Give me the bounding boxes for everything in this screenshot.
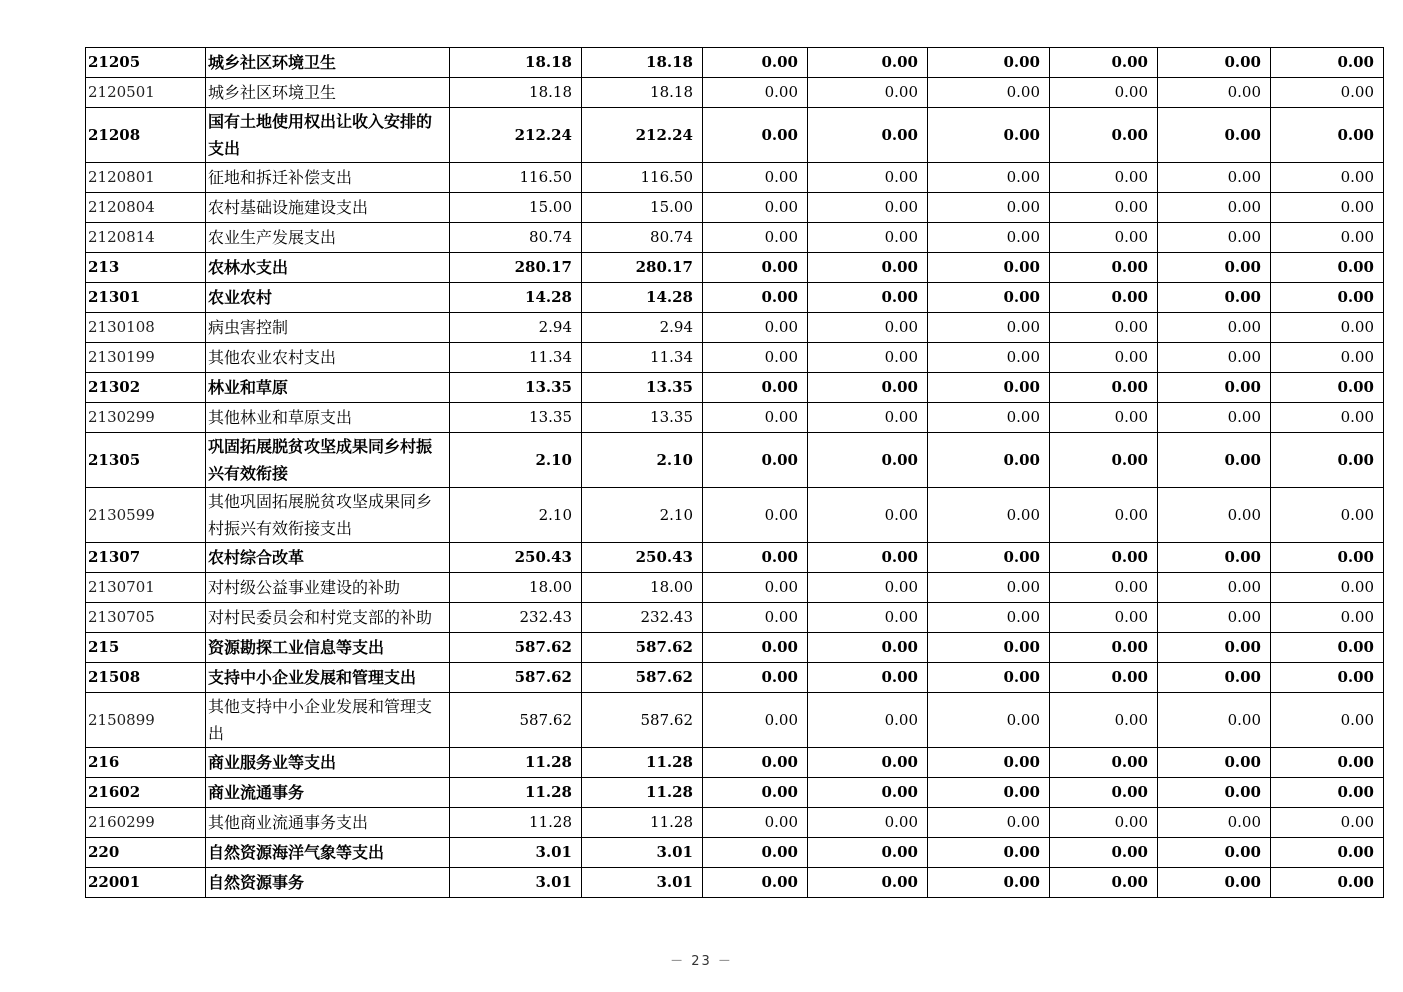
table-row xyxy=(86,693,1384,748)
amount-cell: 212.24 xyxy=(582,108,703,163)
amount-cell: 0.00 xyxy=(1271,868,1384,898)
account-code: 21205 xyxy=(86,48,206,78)
account-code: 21302 xyxy=(86,373,206,403)
table-row xyxy=(86,838,1384,868)
table-row xyxy=(86,488,1384,543)
amount-cell: 0.00 xyxy=(1158,603,1271,633)
amount-cell: 0.00 xyxy=(928,48,1050,78)
amount-cell: 2.10 xyxy=(450,488,582,543)
account-code: 21301 xyxy=(86,283,206,313)
amount-cell: 0.00 xyxy=(1158,48,1271,78)
account-name: 农业生产发展支出 xyxy=(206,223,450,253)
amount-cell: 0.00 xyxy=(928,663,1050,693)
account-code: 2160299 xyxy=(86,808,206,838)
amount-cell: 0.00 xyxy=(928,283,1050,313)
amount-cell: 0.00 xyxy=(928,693,1050,748)
amount-cell: 0.00 xyxy=(928,633,1050,663)
amount-cell: 0.00 xyxy=(1158,283,1271,313)
amount-cell: 14.28 xyxy=(582,283,703,313)
amount-cell: 0.00 xyxy=(1271,373,1384,403)
account-name: 农村综合改革 xyxy=(206,543,450,573)
amount-cell: 0.00 xyxy=(1050,488,1158,543)
amount-cell: 0.00 xyxy=(928,748,1050,778)
amount-cell: 0.00 xyxy=(928,223,1050,253)
amount-cell: 0.00 xyxy=(808,868,928,898)
amount-cell: 0.00 xyxy=(928,253,1050,283)
amount-cell: 0.00 xyxy=(703,573,808,603)
amount-cell: 0.00 xyxy=(1050,108,1158,163)
account-name: 对村级公益事业建设的补助 xyxy=(206,573,450,603)
table-row xyxy=(86,808,1384,838)
account-code: 2130108 xyxy=(86,313,206,343)
amount-cell: 0.00 xyxy=(1050,403,1158,433)
amount-cell: 0.00 xyxy=(808,748,928,778)
amount-cell: 0.00 xyxy=(1271,573,1384,603)
amount-cell: 0.00 xyxy=(1271,663,1384,693)
amount-cell: 0.00 xyxy=(703,313,808,343)
amount-cell: 2.94 xyxy=(582,313,703,343)
amount-cell: 0.00 xyxy=(703,748,808,778)
amount-cell: 0.00 xyxy=(703,543,808,573)
table-row xyxy=(86,748,1384,778)
amount-cell: 0.00 xyxy=(1050,313,1158,343)
amount-cell: 0.00 xyxy=(703,603,808,633)
amount-cell: 18.18 xyxy=(450,48,582,78)
amount-cell: 0.00 xyxy=(928,373,1050,403)
amount-cell: 11.34 xyxy=(450,343,582,373)
amount-cell: 13.35 xyxy=(582,403,703,433)
table-row xyxy=(86,283,1384,313)
amount-cell: 250.43 xyxy=(450,543,582,573)
amount-cell: 0.00 xyxy=(1158,838,1271,868)
amount-cell: 0.00 xyxy=(1050,543,1158,573)
account-code: 21305 xyxy=(86,433,206,488)
amount-cell: 0.00 xyxy=(703,633,808,663)
amount-cell: 0.00 xyxy=(928,543,1050,573)
amount-cell: 587.62 xyxy=(582,663,703,693)
amount-cell: 13.35 xyxy=(450,403,582,433)
amount-cell: 0.00 xyxy=(808,343,928,373)
account-name: 其他支持中小企业发展和管理支出 xyxy=(206,693,450,748)
amount-cell: 0.00 xyxy=(808,808,928,838)
amount-cell: 0.00 xyxy=(1271,283,1384,313)
amount-cell: 0.00 xyxy=(1158,778,1271,808)
amount-cell: 13.35 xyxy=(450,373,582,403)
amount-cell: 0.00 xyxy=(703,868,808,898)
amount-cell: 0.00 xyxy=(703,48,808,78)
amount-cell: 0.00 xyxy=(928,78,1050,108)
amount-cell: 0.00 xyxy=(1158,223,1271,253)
amount-cell: 0.00 xyxy=(1050,373,1158,403)
amount-cell: 0.00 xyxy=(808,78,928,108)
amount-cell: 0.00 xyxy=(808,488,928,543)
table-row xyxy=(86,603,1384,633)
account-name: 支持中小企业发展和管理支出 xyxy=(206,663,450,693)
amount-cell: 0.00 xyxy=(1050,433,1158,488)
amount-cell: 0.00 xyxy=(1050,253,1158,283)
account-name: 商业流通事务 xyxy=(206,778,450,808)
amount-cell: 0.00 xyxy=(1050,748,1158,778)
amount-cell: 0.00 xyxy=(928,808,1050,838)
amount-cell: 11.28 xyxy=(582,808,703,838)
amount-cell: 232.43 xyxy=(450,603,582,633)
amount-cell: 587.62 xyxy=(582,633,703,663)
amount-cell: 0.00 xyxy=(1158,163,1271,193)
table-row xyxy=(86,778,1384,808)
table-row xyxy=(86,343,1384,373)
amount-cell: 0.00 xyxy=(1158,633,1271,663)
amount-cell: 0.00 xyxy=(703,223,808,253)
account-name: 对村民委员会和村党支部的补助 xyxy=(206,603,450,633)
amount-cell: 0.00 xyxy=(928,838,1050,868)
table-row xyxy=(86,633,1384,663)
account-code: 2130701 xyxy=(86,573,206,603)
amount-cell: 0.00 xyxy=(928,313,1050,343)
account-name: 其他巩固拓展脱贫攻坚成果同乡村振兴有效衔接支出 xyxy=(206,488,450,543)
amount-cell: 0.00 xyxy=(1271,223,1384,253)
amount-cell: 0.00 xyxy=(1271,48,1384,78)
amount-cell: 0.00 xyxy=(703,838,808,868)
table-row xyxy=(86,253,1384,283)
amount-cell: 0.00 xyxy=(1271,193,1384,223)
amount-cell: 0.00 xyxy=(1271,808,1384,838)
amount-cell: 11.28 xyxy=(582,748,703,778)
amount-cell: 11.28 xyxy=(450,808,582,838)
amount-cell: 0.00 xyxy=(1271,313,1384,343)
table-row xyxy=(86,543,1384,573)
amount-cell: 0.00 xyxy=(1158,663,1271,693)
amount-cell: 18.00 xyxy=(450,573,582,603)
amount-cell: 0.00 xyxy=(808,253,928,283)
amount-cell: 0.00 xyxy=(1271,108,1384,163)
amount-cell: 0.00 xyxy=(703,488,808,543)
account-name: 其他林业和草原支出 xyxy=(206,403,450,433)
amount-cell: 0.00 xyxy=(703,253,808,283)
account-name: 商业服务业等支出 xyxy=(206,748,450,778)
amount-cell: 0.00 xyxy=(1271,403,1384,433)
account-code: 21307 xyxy=(86,543,206,573)
amount-cell: 0.00 xyxy=(928,573,1050,603)
amount-cell: 0.00 xyxy=(1050,163,1158,193)
account-code: 2130599 xyxy=(86,488,206,543)
amount-cell: 0.00 xyxy=(808,778,928,808)
amount-cell: 0.00 xyxy=(808,433,928,488)
account-name: 征地和拆迁补偿支出 xyxy=(206,163,450,193)
table-row xyxy=(86,313,1384,343)
amount-cell: 280.17 xyxy=(582,253,703,283)
account-code: 21208 xyxy=(86,108,206,163)
amount-cell: 0.00 xyxy=(1158,403,1271,433)
amount-cell: 0.00 xyxy=(703,373,808,403)
amount-cell: 0.00 xyxy=(808,403,928,433)
account-name: 巩固拓展脱贫攻坚成果同乡村振兴有效衔接 xyxy=(206,433,450,488)
amount-cell: 0.00 xyxy=(1271,343,1384,373)
amount-cell: 0.00 xyxy=(1158,343,1271,373)
amount-cell: 18.18 xyxy=(582,78,703,108)
amount-cell: 80.74 xyxy=(582,223,703,253)
account-name: 其他商业流通事务支出 xyxy=(206,808,450,838)
amount-cell: 0.00 xyxy=(1158,78,1271,108)
amount-cell: 0.00 xyxy=(928,403,1050,433)
table-body xyxy=(86,48,1384,898)
account-code: 21602 xyxy=(86,778,206,808)
table-row xyxy=(86,663,1384,693)
amount-cell: 18.00 xyxy=(582,573,703,603)
amount-cell: 0.00 xyxy=(1271,633,1384,663)
account-name: 城乡社区环境卫生 xyxy=(206,48,450,78)
amount-cell: 0.00 xyxy=(1050,283,1158,313)
account-name: 自然资源海洋气象等支出 xyxy=(206,838,450,868)
amount-cell: 0.00 xyxy=(928,163,1050,193)
amount-cell: 3.01 xyxy=(450,868,582,898)
amount-cell: 0.00 xyxy=(808,373,928,403)
amount-cell: 0.00 xyxy=(703,693,808,748)
table-row xyxy=(86,193,1384,223)
amount-cell: 0.00 xyxy=(703,343,808,373)
account-name: 自然资源事务 xyxy=(206,868,450,898)
amount-cell: 2.94 xyxy=(450,313,582,343)
amount-cell: 2.10 xyxy=(582,433,703,488)
amount-cell: 0.00 xyxy=(1158,433,1271,488)
account-code: 2120801 xyxy=(86,163,206,193)
amount-cell: 0.00 xyxy=(1271,433,1384,488)
amount-cell: 0.00 xyxy=(1158,373,1271,403)
account-code: 2130299 xyxy=(86,403,206,433)
amount-cell: 3.01 xyxy=(450,838,582,868)
budget-table-container xyxy=(85,47,1383,898)
amount-cell: 2.10 xyxy=(450,433,582,488)
account-name: 农村基础设施建设支出 xyxy=(206,193,450,223)
amount-cell: 0.00 xyxy=(808,603,928,633)
amount-cell: 0.00 xyxy=(928,433,1050,488)
amount-cell: 0.00 xyxy=(1271,543,1384,573)
amount-cell: 116.50 xyxy=(582,163,703,193)
amount-cell: 587.62 xyxy=(450,693,582,748)
account-code: 216 xyxy=(86,748,206,778)
amount-cell: 250.43 xyxy=(582,543,703,573)
amount-cell: 0.00 xyxy=(928,108,1050,163)
amount-cell: 18.18 xyxy=(582,48,703,78)
table-row xyxy=(86,108,1384,163)
amount-cell: 0.00 xyxy=(808,838,928,868)
amount-cell: 0.00 xyxy=(1050,868,1158,898)
amount-cell: 0.00 xyxy=(1158,108,1271,163)
amount-cell: 0.00 xyxy=(1158,868,1271,898)
table-row xyxy=(86,573,1384,603)
amount-cell: 0.00 xyxy=(703,78,808,108)
amount-cell: 0.00 xyxy=(1050,693,1158,748)
amount-cell: 0.00 xyxy=(808,223,928,253)
amount-cell: 15.00 xyxy=(450,193,582,223)
amount-cell: 0.00 xyxy=(808,573,928,603)
account-code: 2120814 xyxy=(86,223,206,253)
account-code: 2130705 xyxy=(86,603,206,633)
amount-cell: 0.00 xyxy=(808,693,928,748)
account-code: 2150899 xyxy=(86,693,206,748)
table-row xyxy=(86,48,1384,78)
account-code: 2120804 xyxy=(86,193,206,223)
budget-table xyxy=(85,47,1384,898)
amount-cell: 11.28 xyxy=(450,778,582,808)
amount-cell: 0.00 xyxy=(1050,573,1158,603)
table-row xyxy=(86,78,1384,108)
amount-cell: 0.00 xyxy=(1050,48,1158,78)
amount-cell: 0.00 xyxy=(1271,603,1384,633)
amount-cell: 0.00 xyxy=(808,543,928,573)
amount-cell: 0.00 xyxy=(1050,193,1158,223)
amount-cell: 0.00 xyxy=(808,108,928,163)
amount-cell: 0.00 xyxy=(1158,488,1271,543)
account-name: 农林水支出 xyxy=(206,253,450,283)
amount-cell: 0.00 xyxy=(808,48,928,78)
account-code: 2120501 xyxy=(86,78,206,108)
amount-cell: 15.00 xyxy=(582,193,703,223)
amount-cell: 0.00 xyxy=(1158,313,1271,343)
amount-cell: 0.00 xyxy=(1050,663,1158,693)
amount-cell: 0.00 xyxy=(928,868,1050,898)
amount-cell: 18.18 xyxy=(450,78,582,108)
amount-cell: 11.28 xyxy=(582,778,703,808)
account-name: 资源勘探工业信息等支出 xyxy=(206,633,450,663)
amount-cell: 0.00 xyxy=(808,163,928,193)
amount-cell: 280.17 xyxy=(450,253,582,283)
table-row xyxy=(86,373,1384,403)
account-name: 其他农业农村支出 xyxy=(206,343,450,373)
amount-cell: 0.00 xyxy=(1271,163,1384,193)
page-number: － 23 － xyxy=(670,954,733,969)
amount-cell: 11.34 xyxy=(582,343,703,373)
amount-cell: 0.00 xyxy=(1050,603,1158,633)
amount-cell: 0.00 xyxy=(1158,693,1271,748)
account-code: 22001 xyxy=(86,868,206,898)
amount-cell: 0.00 xyxy=(928,778,1050,808)
amount-cell: 0.00 xyxy=(1271,748,1384,778)
amount-cell: 0.00 xyxy=(703,808,808,838)
amount-cell: 80.74 xyxy=(450,223,582,253)
amount-cell: 3.01 xyxy=(582,868,703,898)
amount-cell: 0.00 xyxy=(1271,693,1384,748)
account-code: 2130199 xyxy=(86,343,206,373)
amount-cell: 0.00 xyxy=(808,283,928,313)
amount-cell: 0.00 xyxy=(808,633,928,663)
amount-cell: 0.00 xyxy=(703,433,808,488)
amount-cell: 0.00 xyxy=(703,663,808,693)
account-name: 国有土地使用权出让收入安排的支出 xyxy=(206,108,450,163)
table-row xyxy=(86,403,1384,433)
amount-cell: 0.00 xyxy=(1050,838,1158,868)
amount-cell: 116.50 xyxy=(450,163,582,193)
amount-cell: 0.00 xyxy=(1050,778,1158,808)
amount-cell: 212.24 xyxy=(450,108,582,163)
account-name: 林业和草原 xyxy=(206,373,450,403)
amount-cell: 587.62 xyxy=(582,693,703,748)
table-row xyxy=(86,868,1384,898)
amount-cell: 0.00 xyxy=(703,108,808,163)
amount-cell: 11.28 xyxy=(450,748,582,778)
amount-cell: 0.00 xyxy=(703,403,808,433)
amount-cell: 0.00 xyxy=(703,778,808,808)
amount-cell: 587.62 xyxy=(450,633,582,663)
amount-cell: 0.00 xyxy=(1271,253,1384,283)
amount-cell: 0.00 xyxy=(703,193,808,223)
account-name: 病虫害控制 xyxy=(206,313,450,343)
amount-cell: 0.00 xyxy=(703,283,808,313)
amount-cell: 0.00 xyxy=(703,163,808,193)
account-code: 213 xyxy=(86,253,206,283)
amount-cell: 587.62 xyxy=(450,663,582,693)
amount-cell: 2.10 xyxy=(582,488,703,543)
amount-cell: 0.00 xyxy=(1271,778,1384,808)
amount-cell: 0.00 xyxy=(1050,808,1158,838)
amount-cell: 0.00 xyxy=(1158,543,1271,573)
table-row xyxy=(86,433,1384,488)
amount-cell: 0.00 xyxy=(808,193,928,223)
amount-cell: 0.00 xyxy=(928,193,1050,223)
amount-cell: 0.00 xyxy=(1158,253,1271,283)
table-row xyxy=(86,163,1384,193)
amount-cell: 0.00 xyxy=(1050,633,1158,663)
amount-cell: 14.28 xyxy=(450,283,582,313)
amount-cell: 13.35 xyxy=(582,373,703,403)
amount-cell: 0.00 xyxy=(1271,838,1384,868)
amount-cell: 0.00 xyxy=(1158,748,1271,778)
account-code: 21508 xyxy=(86,663,206,693)
account-code: 220 xyxy=(86,838,206,868)
amount-cell: 0.00 xyxy=(928,603,1050,633)
amount-cell: 0.00 xyxy=(1158,573,1271,603)
amount-cell: 0.00 xyxy=(928,488,1050,543)
amount-cell: 0.00 xyxy=(1158,808,1271,838)
account-name: 农业农村 xyxy=(206,283,450,313)
amount-cell: 0.00 xyxy=(1050,78,1158,108)
amount-cell: 232.43 xyxy=(582,603,703,633)
account-name: 城乡社区环境卫生 xyxy=(206,78,450,108)
amount-cell: 0.00 xyxy=(808,663,928,693)
amount-cell: 0.00 xyxy=(1158,193,1271,223)
amount-cell: 0.00 xyxy=(928,343,1050,373)
table-row xyxy=(86,223,1384,253)
amount-cell: 0.00 xyxy=(1050,223,1158,253)
amount-cell: 0.00 xyxy=(1271,488,1384,543)
amount-cell: 0.00 xyxy=(1050,343,1158,373)
amount-cell: 0.00 xyxy=(1271,78,1384,108)
account-code: 215 xyxy=(86,633,206,663)
amount-cell: 3.01 xyxy=(582,838,703,868)
amount-cell: 0.00 xyxy=(808,313,928,343)
